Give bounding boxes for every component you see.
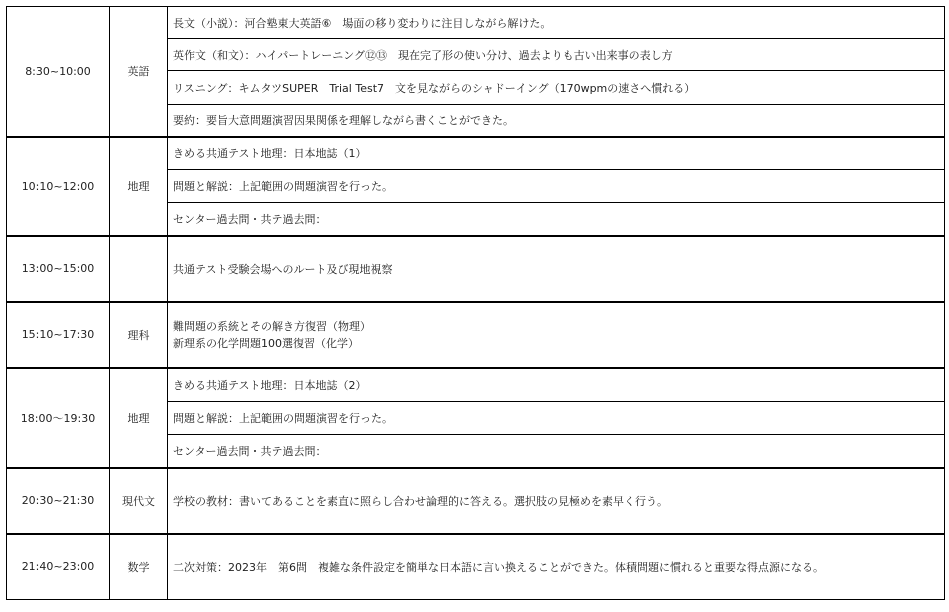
study-note: 長文（小説）：河合塾東大英語⑥ 場面の移り変わりに注目しながら解けた。 <box>168 7 945 39</box>
time-slot: 8:30~10:00 <box>7 7 110 137</box>
schedule-row <box>7 534 945 600</box>
time-slot: 20:30~21:30 <box>7 468 110 534</box>
time-slot: 15:10~17:30 <box>7 302 110 368</box>
subject-cell: 数学 <box>110 534 168 600</box>
study-note: リスニング：キムタツSUPER Trial Test7 文を見ながらのシャドーイング（170wpmの速さへ慣れる） <box>168 71 945 105</box>
study-note: センター過去問・共テ過去問： <box>168 435 945 468</box>
study-note: 共通テスト受験会場へのルート及び現地視察 <box>168 236 945 302</box>
schedule-row <box>7 7 945 39</box>
study-note: 要約：要旨大意問題演習因果関係を理解しながら書くことができた。 <box>168 105 945 137</box>
subject-cell: 地理 <box>110 368 168 468</box>
schedule-row <box>7 468 945 534</box>
subject-cell: 現代文 <box>110 468 168 534</box>
schedule-row <box>7 368 945 402</box>
study-note: センター過去問・共テ過去問： <box>168 203 945 236</box>
schedule-row <box>7 302 945 368</box>
subject-cell: 理科 <box>110 302 168 368</box>
study-note: 英作文（和文）：ハイパートレーニング⑫⑬ 現在完了形の使い分け、過去よりも古い出来事の表し方 <box>168 39 945 71</box>
time-slot: 21:40~23:00 <box>7 534 110 600</box>
schedule-table <box>6 6 945 600</box>
subject-cell: 地理 <box>110 137 168 236</box>
study-note: 問題と解説：上記範囲の問題演習を行った。 <box>168 170 945 203</box>
study-note: きめる共通テスト地理：日本地誌（2） <box>168 368 945 402</box>
schedule-row <box>7 236 945 302</box>
time-slot: 18:00～19:30 <box>7 368 110 468</box>
study-note: 問題と解説：上記範囲の問題演習を行った。 <box>168 402 945 435</box>
subject-cell: 英語 <box>110 7 168 137</box>
study-note <box>168 302 945 368</box>
time-slot: 13:00~15:00 <box>7 236 110 302</box>
study-note: 二次対策：2023年 第6問 複雑な条件設定を簡単な日本語に言い換えることができた。体積問題に慣れると重要な得点源になる。 <box>168 534 945 600</box>
study-note-line: 新理系の化学問題100選復習（化学） <box>173 336 359 350</box>
study-note-line: 難問題の系統とその解き方復習（物理） <box>173 319 371 333</box>
study-note: 学校の教材：書いてあることを素直に照らし合わせ論理的に答える。選択肢の見極めを素早く行う。 <box>168 468 945 534</box>
schedule-row <box>7 137 945 170</box>
schedule-body <box>7 7 945 600</box>
study-note: きめる共通テスト地理：日本地誌（1） <box>168 137 945 170</box>
time-slot: 10:10~12:00 <box>7 137 110 236</box>
subject-cell <box>110 236 168 302</box>
